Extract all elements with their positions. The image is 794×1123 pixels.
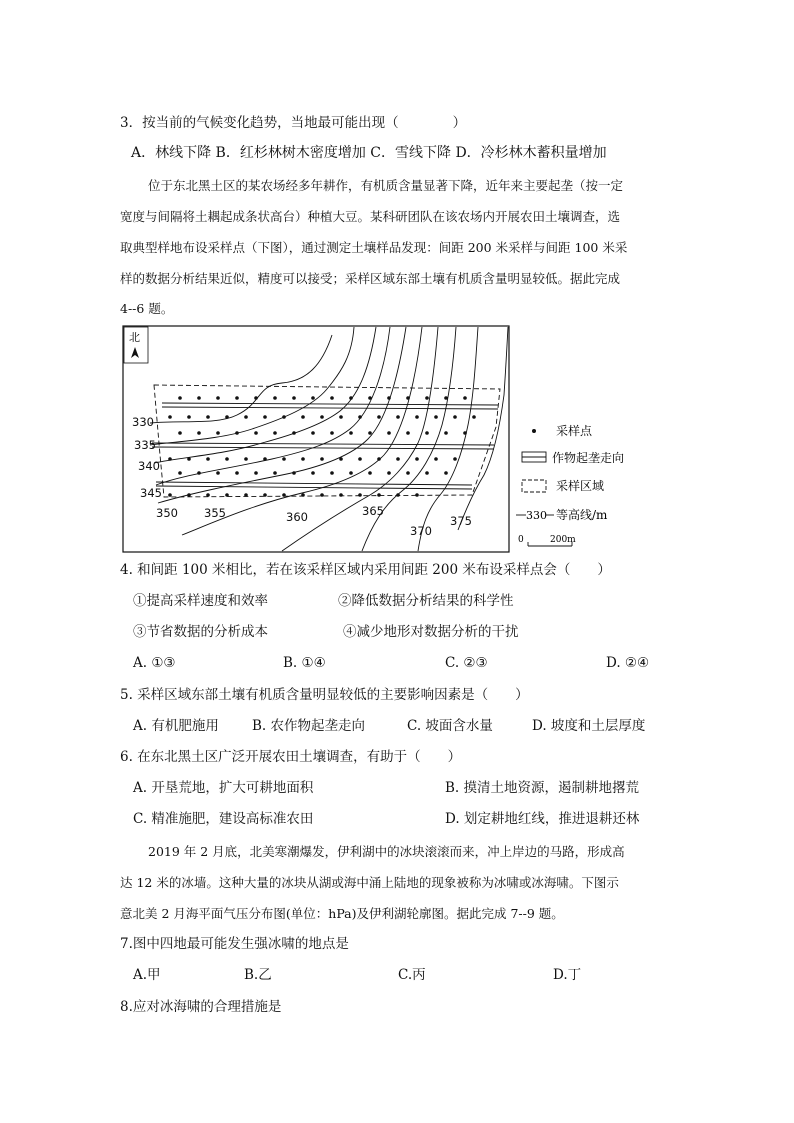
contour-label: 365 [362, 504, 384, 518]
q7-option-a: A.甲 [133, 967, 161, 983]
passage1-line3: 取典型样地布设采样点（下图），通过测定土壤样品发现：间距 200 米采样与间距 100 米采 [120, 240, 628, 255]
passage1-line4: 样的数据分析结果近似，精度可以接受；采样区域东部土壤有机质含量明显较低。据此完成 [120, 271, 621, 286]
q4-statement-2: ②降低数据分析结果的科学性 [338, 593, 514, 609]
q4-option-b: B. ①④ [283, 655, 326, 671]
q5-stem: 5. 采样区域东部土壤有机质含量明显较低的主要影响因素是（ ） [120, 687, 529, 703]
q5-option-b: B. 农作物起垄走向 [252, 718, 366, 734]
q4-statement-4: ④减少地形对数据分析的干扰 [343, 624, 519, 640]
passage1-line5: 4--6 题。 [120, 301, 174, 316]
contour-map-svg [122, 325, 514, 553]
q3-stem: 3．按当前的气候变化趋势，当地最可能出现（ ） [120, 115, 467, 131]
contour-label: 345 [140, 486, 162, 500]
q6-option-c: C. 精准施肥，建设高标准农田 [133, 811, 314, 827]
q6-option-b: B. 摸清土地资源，遏制耕地撂荒 [445, 780, 640, 796]
sample-point-icon [532, 429, 536, 433]
q6-stem: 6. 在东北黑土区广泛开展农田土壤调查，有助于（ ） [120, 749, 462, 765]
q4-option-a: A. ①③ [133, 655, 176, 671]
q4-stem: 4. 和间距 100 米相比，若在该采样区域内采用间距 200 米布设采样点会（ ） [120, 562, 611, 578]
passage2-line1: 2019 年 2 月底，北美寒潮爆发，伊利湖中的冰块滚滚而来，冲上岸边的马路，形成高 [148, 844, 625, 859]
passage2-line2: 达 12 米的冰墙。这种大量的冰块从湖或海中涌上陆地的现象被称为冰啸或冰海啸。下图示 [120, 875, 619, 890]
contour-label: 375 [450, 514, 472, 528]
contour-label: 330 [132, 415, 154, 429]
q7-option-c: C.丙 [398, 967, 426, 983]
contour-map [122, 325, 514, 553]
contour-label: 360 [286, 510, 308, 524]
contour-label: 350 [156, 506, 178, 520]
contour-label: 340 [138, 459, 160, 473]
map-legend [516, 418, 676, 558]
q5-option-d: D. 坡度和土层厚度 [532, 718, 646, 734]
passage1-line1: 位于东北黑土区的某农场经多年耕作，有机质含量显著下降，近年来主要起垄（按一定 [148, 178, 624, 193]
q6-option-d: D. 划定耕地红线，推进退耕还林 [445, 811, 640, 827]
q4-statement-3: ③节省数据的分析成本 [133, 624, 268, 640]
legend-sample-area: 采样区域 [556, 479, 605, 493]
legend-ridge-direction: 作物起垄走向 [552, 451, 625, 465]
legend-svg [516, 418, 676, 558]
q5-option-c: C. 坡面含水量 [407, 718, 493, 734]
scale-zero: 0 [518, 535, 524, 545]
q4-statement-1: ①提高采样速度和效率 [133, 593, 268, 609]
contour-label: 370 [410, 524, 432, 538]
q5-option-a: A. 有机肥施用 [133, 718, 219, 734]
q6-option-a: A. 开垦荒地，扩大可耕地面积 [133, 780, 314, 796]
legend-contour-text: 等高线/m [556, 508, 608, 522]
q7-stem: 7.图中四地最可能发生强冰啸的地点是 [120, 936, 349, 952]
legend-contour-value: 330 [526, 509, 547, 522]
legend-sample-point: 采样点 [556, 424, 593, 438]
q8-stem: 8.应对冰海啸的合理措施是 [120, 999, 282, 1015]
q4-option-c: C. ②③ [445, 655, 488, 671]
contour-label: 355 [204, 506, 226, 520]
passage1-line2: 宽度与间隔将土耦起成条状高台）种植大豆。某科研团队在该农场内开展农田土壤调查，选 [120, 209, 621, 224]
q7-option-b: B.乙 [244, 967, 272, 983]
passage2-line3: 意北美 2 月海平面气压分布图(单位：hPa)及伊利湖轮廓图。据此完成 7--9 题。 [120, 906, 564, 921]
q7-option-d: D.丁 [553, 967, 582, 983]
contour-label: 335 [134, 438, 156, 452]
sample-area-icon [522, 480, 546, 492]
scale-label: 200m [550, 535, 576, 545]
north-label: 北 [129, 331, 140, 344]
q4-option-d: D. ②④ [606, 655, 650, 671]
q3-options: A．林线下降 B．红杉林树木密度增加 C．雪线下降 D．冷杉林木蓄积量增加 [131, 145, 607, 161]
